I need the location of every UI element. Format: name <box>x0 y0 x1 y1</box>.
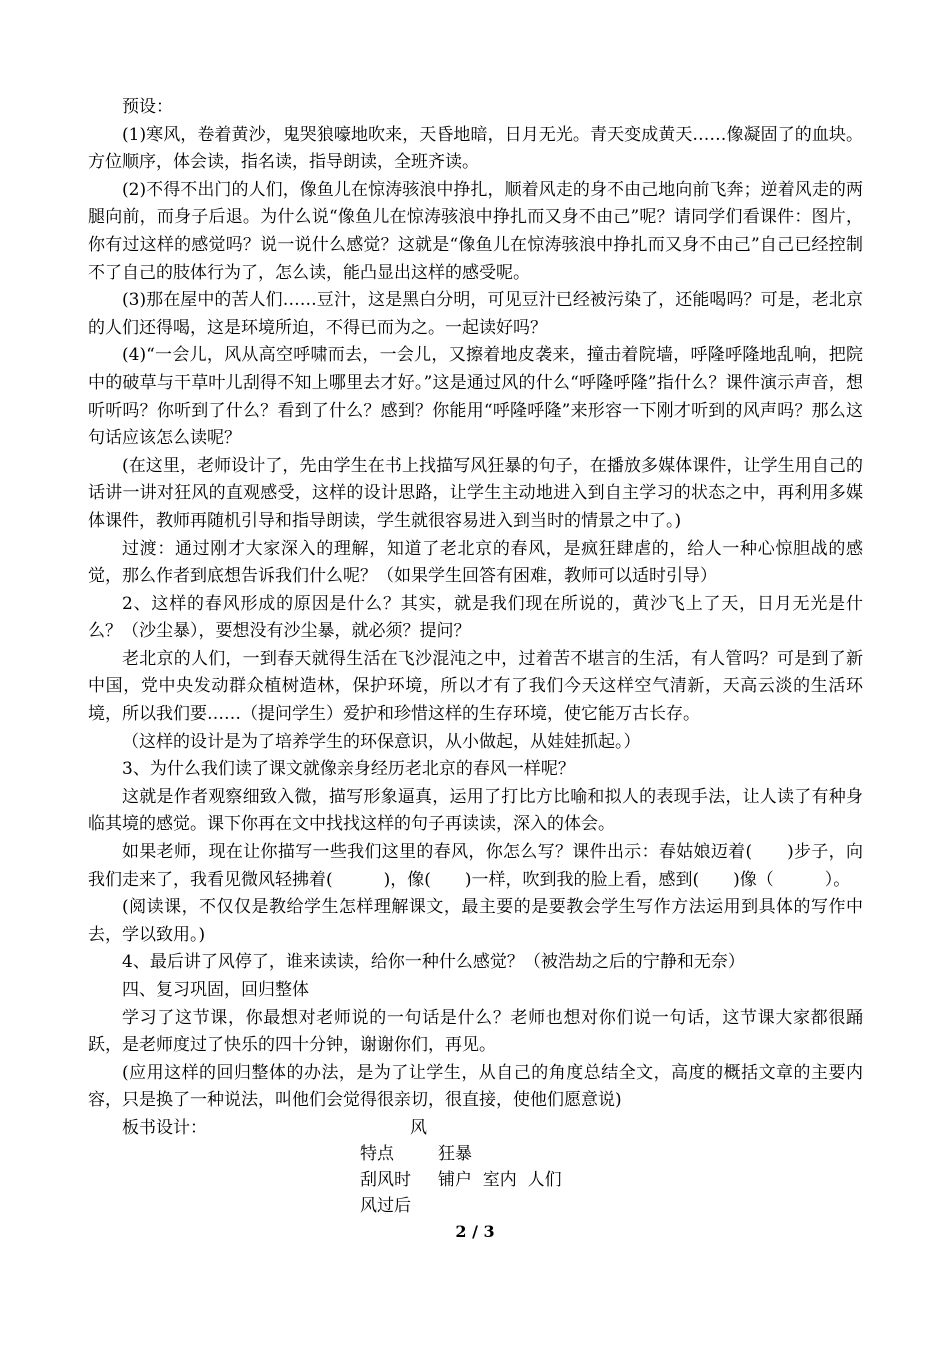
paragraph-point-2: (2)不得不出门的人们，像鱼儿在惊涛骇浪中挣扎，顺着风走的身不由己地向前飞奔；逆着风走的两腿向前，而身子后退。为什么说“像鱼儿在惊涛骇浪中挣扎而又身不由己”呢？请同学们看课件：图片，你有过这样的感觉吗？说一说什么感觉？这就是“像鱼儿在惊涛骇浪中挣扎而又身不由己”自己已经控制不了自己的肢体行为了，怎么读，能凸显出这样的感受呢。 <box>88 179 863 283</box>
paragraph-question-2: 2、这样的春风形成的原因是什么？其实，就是我们现在所说的，黄沙飞上了天，日月无光是什么？（沙尘暴），要想没有沙尘暴，就必须？提问？ <box>88 593 863 642</box>
paragraph-author-technique: 这就是作者观察细致入微，描写形象逼真，运用了打比方比喻和拟人的表现手法，让人读了有种身临其境的感觉。课下你再在文中找找这样的句子再读读，深入的体会。 <box>88 786 863 835</box>
page-number: 2 / 3 <box>455 1222 495 1241</box>
section-heading-review: 四、复习巩固，回归整体 <box>122 980 309 1000</box>
board-row3-label: 风过后 <box>360 1195 411 1216</box>
paragraph-closing: 学习了这节课，你最想对老师说的一句话是什么？老师也想对你们说一句话，这节课大家都很踊跃，是老师度过了快乐的四十分钟，谢谢你们，再见。 <box>88 1007 863 1056</box>
paragraph-question-3: 3、为什么我们读了课文就像亲身经历老北京的春风一样呢？ <box>122 759 575 780</box>
paragraph-writing-exercise: 如果老师，现在让你描写一些我们这里的春风，你怎么写？课件出示：春姑娘迈着( )步子，向我们走来了，我看见微风轻拂着( )，像( )一样，吹到我的脸上看，感到( )像（ ）。 <box>88 842 863 890</box>
paragraph-question-4: 4、最后讲了风停了，谁来读读，给你一种什么感觉？（被浩劫之后的宁静和无奈） <box>122 952 745 973</box>
paragraph-point-1: (1)寒风，卷着黄沙，鬼哭狼嚎地吹来，天昏地暗，日月无光。青天变成黄天……像凝固了的血块。方位顺序，体会读，指名读，指导朗读，全班齐读。 <box>88 124 863 173</box>
paragraph-design-note-2: （这样的设计是为了培养学生的环保意识，从小做起，从娃娃抓起。） <box>122 731 641 752</box>
paragraph-point-3: (3)那在屋中的苦人们……豆汁，这是黑白分明，可见豆汁已经被污染了，还能喝吗？可是，老北京的人们还得喝，这是环境所迫，不得已而为之。一起读好吗？ <box>88 290 863 338</box>
paragraph-point-4: (4)“一会儿，风从高空呼啸而去，一会儿，又擦着地皮袭来，撞击着院墙，呼隆呼隆地乱响，把院中的破草与干草叶儿刮得不知上哪里去才好。”这是通过风的什么“呼隆呼隆”指什么？课件演示声音，想听听吗？你听到了什么？看到了什么？感到？你能用“呼隆呼隆”来形容一下刚才听到的风声吗？那么这句话应该怎么读呢？ <box>88 345 863 449</box>
board-row2-value: 铺户 室内 人们 <box>438 1169 562 1190</box>
paragraph-design-note-4: (应用这样的回归整体的办法，是为了让学生，从自己的角度总结全文，高度的概括文章的主要内容，只是换了一种说法，叫他们会觉得很亲切，很直接，使他们愿意说) <box>88 1062 863 1111</box>
board-title: 风 <box>410 1117 427 1138</box>
paragraph-design-note-3: (阅读课，不仅仅是教给学生怎样理解课文，最主要的是要教会学生写作方法运用到具体的写作中去，学以致用。) <box>88 897 863 945</box>
board-row1-value: 狂暴 <box>438 1143 472 1164</box>
board-row1-label: 特点 <box>360 1143 394 1164</box>
board-row2-label: 刮风时 <box>360 1169 411 1190</box>
paragraph-design-note-1: (在这里，老师设计了，先由学生在书上找描写风狂暴的句子，在播放多媒体课件，让学生用自己的话讲一讲对狂风的直观感受，这样的设计思路，让学生主动地进入到自主学习的状态之中，再利用多媒体课件，教师再随机引导和指导朗读，学生就很容易进入到当时的情景之中了。) <box>88 455 863 531</box>
paragraph-transition: 过渡：通过刚才大家深入的理解，知道了老北京的春风，是疯狂肆虐的，给人一种心惊胆战的感觉，那么作者到底想告诉我们什么呢？（如果学生回答有困难，教师可以适时引导） <box>88 538 863 587</box>
paragraph-old-beijing: 老北京的人们，一到春天就得生活在飞沙混沌之中，过着苦不堪言的生活，有人管吗？可是到了新中国，党中央发动群众植树造林，保护环境，所以才有了我们今天这样空气清新，天高云淡的生活环境，所以我们要……（提问学生）爱护和珍惜这样的生存环境，使它能万古长存。 <box>88 648 863 725</box>
paragraph-preset: 预设： <box>122 97 173 117</box>
board-label: 板书设计： <box>122 1117 207 1138</box>
document-page <box>88 94 863 1255</box>
